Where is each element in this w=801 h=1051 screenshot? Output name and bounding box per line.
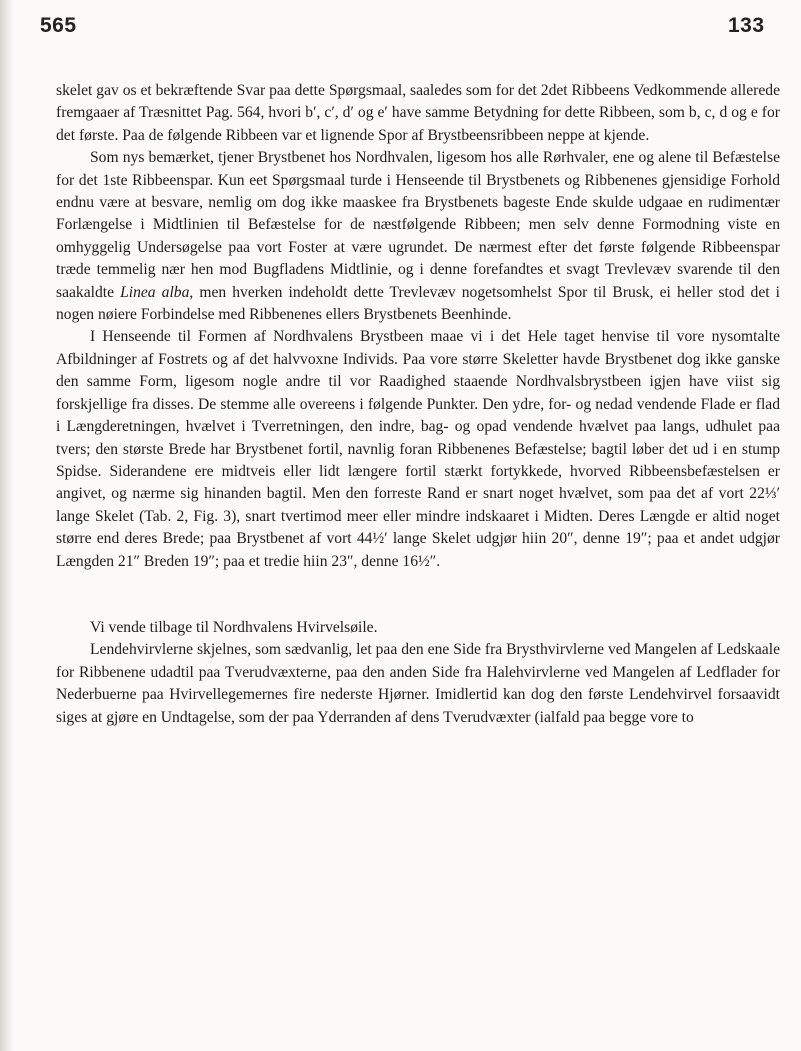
paragraph-text: Som nys bemærket, tjener Brystbenet hos Nordhvalen, ligesom hos alle Rørhvaler, ene og alene til Befæstelse for det 1ste Ribbeenspar. Kun eet Spørgsmaal turde i Henseende til Brystbenets og Ribbenenes gjensidige Forhold endnu være at besvare, nemlig om dog ikke maaskee fra Brystbenets bageste Ende skulde udgaae en rudimentær Forlængelse i Midtlinien til Befæstelse for de næstfølgende Ribbeen; men selv denne Formodning viste en omhyggelig Undersøgelse paa vort Foster at være ugrundet. De nærmest efter det første følgende Ribbeenspar træde temmelig nær hen mod Bugfladens Midtlinie, og i denne forefandtes et svagt Trevlevæv svarende til den saakaldte — [56, 149, 780, 301]
paragraph-text: skelet gav os et bekræftende Svar paa dette Spørgsmaal, saaledes som for det 2det Ribbeens Vedkommende allerede fremgaaer af Træsnittet Pag. 564, hvori b′, c′, d′ og e′ have samme Betydning for dette Ribbeen, som b, c, d og e for det første. Paa de følgende Ribbeen var et lignende Spor af Brystbeensribbeen neppe at kjende. — [56, 82, 780, 144]
paragraph-text-continued: , men hverken indeholdt dette Trevlevæv nogetsomhelst Spor til Brusk, ei heller stod det i nogen nøiere Forbindelse med Ribbenenes ellers Brystbenets Beenhinde. — [56, 283, 780, 324]
paragraph-text: I Henseende til Formen af Nordhvalens Brystbeen maae vi i det Hele taget henvise til vore nysomtalte Afbildninger af Fostrets og af det halvvoxne Individs. Paa vore større Skeletter havde Brystbenet dog ikke ganske den samme Form, ligesom nogle andre til vor Raadighed staaende Nordhvalsbrystbeen igjen have viist sig forskjellige fra disses. De stemme alle overeens i følgende Punkter. Den ydre, for- og nedad vendende Flade er flad i Længderetningen, hvælvet i Tverretningen, den indre, bag- og opad vendende hvælvet paa langs, udhulet paa tvers; den største Brede har Brystbenet fortil, navnlig foran Ribbenenes Befæstelse; bagtil løber det ud i en stump Spidse. Siderandene ere midtveis eller lidt længere fortil stærkt fortykkede, hvorved Ribbeensbefæstelsen er angivet, og nærme sig hinanden bagtil. Men den forreste Rand er snart noget hvælvet, som paa det af vort 22⅓′ lange Skelet (Tab. 2, Fig. 3), snart tvertimod meer eller mindre indskaaret i Midten. Deres Længde er altid noget større end deres Brede; paa Brystbenet af vort 44½′ lange Skelet udgjør hiin 20″, denne 19″; paa et andet udgjør Længden 21″ Breden 19″; paa et tredie hiin 23″, denne 16½″. — [56, 328, 780, 570]
paragraph — [56, 639, 780, 729]
page-gutter-shadow — [0, 0, 14, 1051]
paragraph — [56, 326, 780, 572]
section-heading: Vi vende tilbage til Nordhvalens Hvirvelsøile. — [90, 618, 378, 636]
paragraph-text: Lendehvirvlerne skjelnes, som sædvanlig, let paa den ene Side fra Brysthvirvlerne ved Mangelen af Ledskaale for Ribbenene udadtil paa Tverudvæxterne, paa den anden Side fra Halehvirvlerne ved Mangelen af Ledflader for Nederbuerne paa Hvirvellegemernes fire nederste Hjørner. Imidlertid kan dog den første Lendehvirvel forsaavidt siges at gjøre en Undtagelse, som der paa Yderranden af dens Tverudvæxter (ialfald paa begge vore to — [56, 641, 780, 726]
section-spacer — [56, 573, 780, 617]
paragraph — [56, 147, 780, 326]
italic-term: Linea alba — [120, 283, 190, 301]
page-number-left: 565 — [40, 14, 77, 37]
page-number-right: 133 — [728, 14, 765, 37]
paragraph — [56, 80, 780, 147]
body-text — [56, 80, 780, 729]
